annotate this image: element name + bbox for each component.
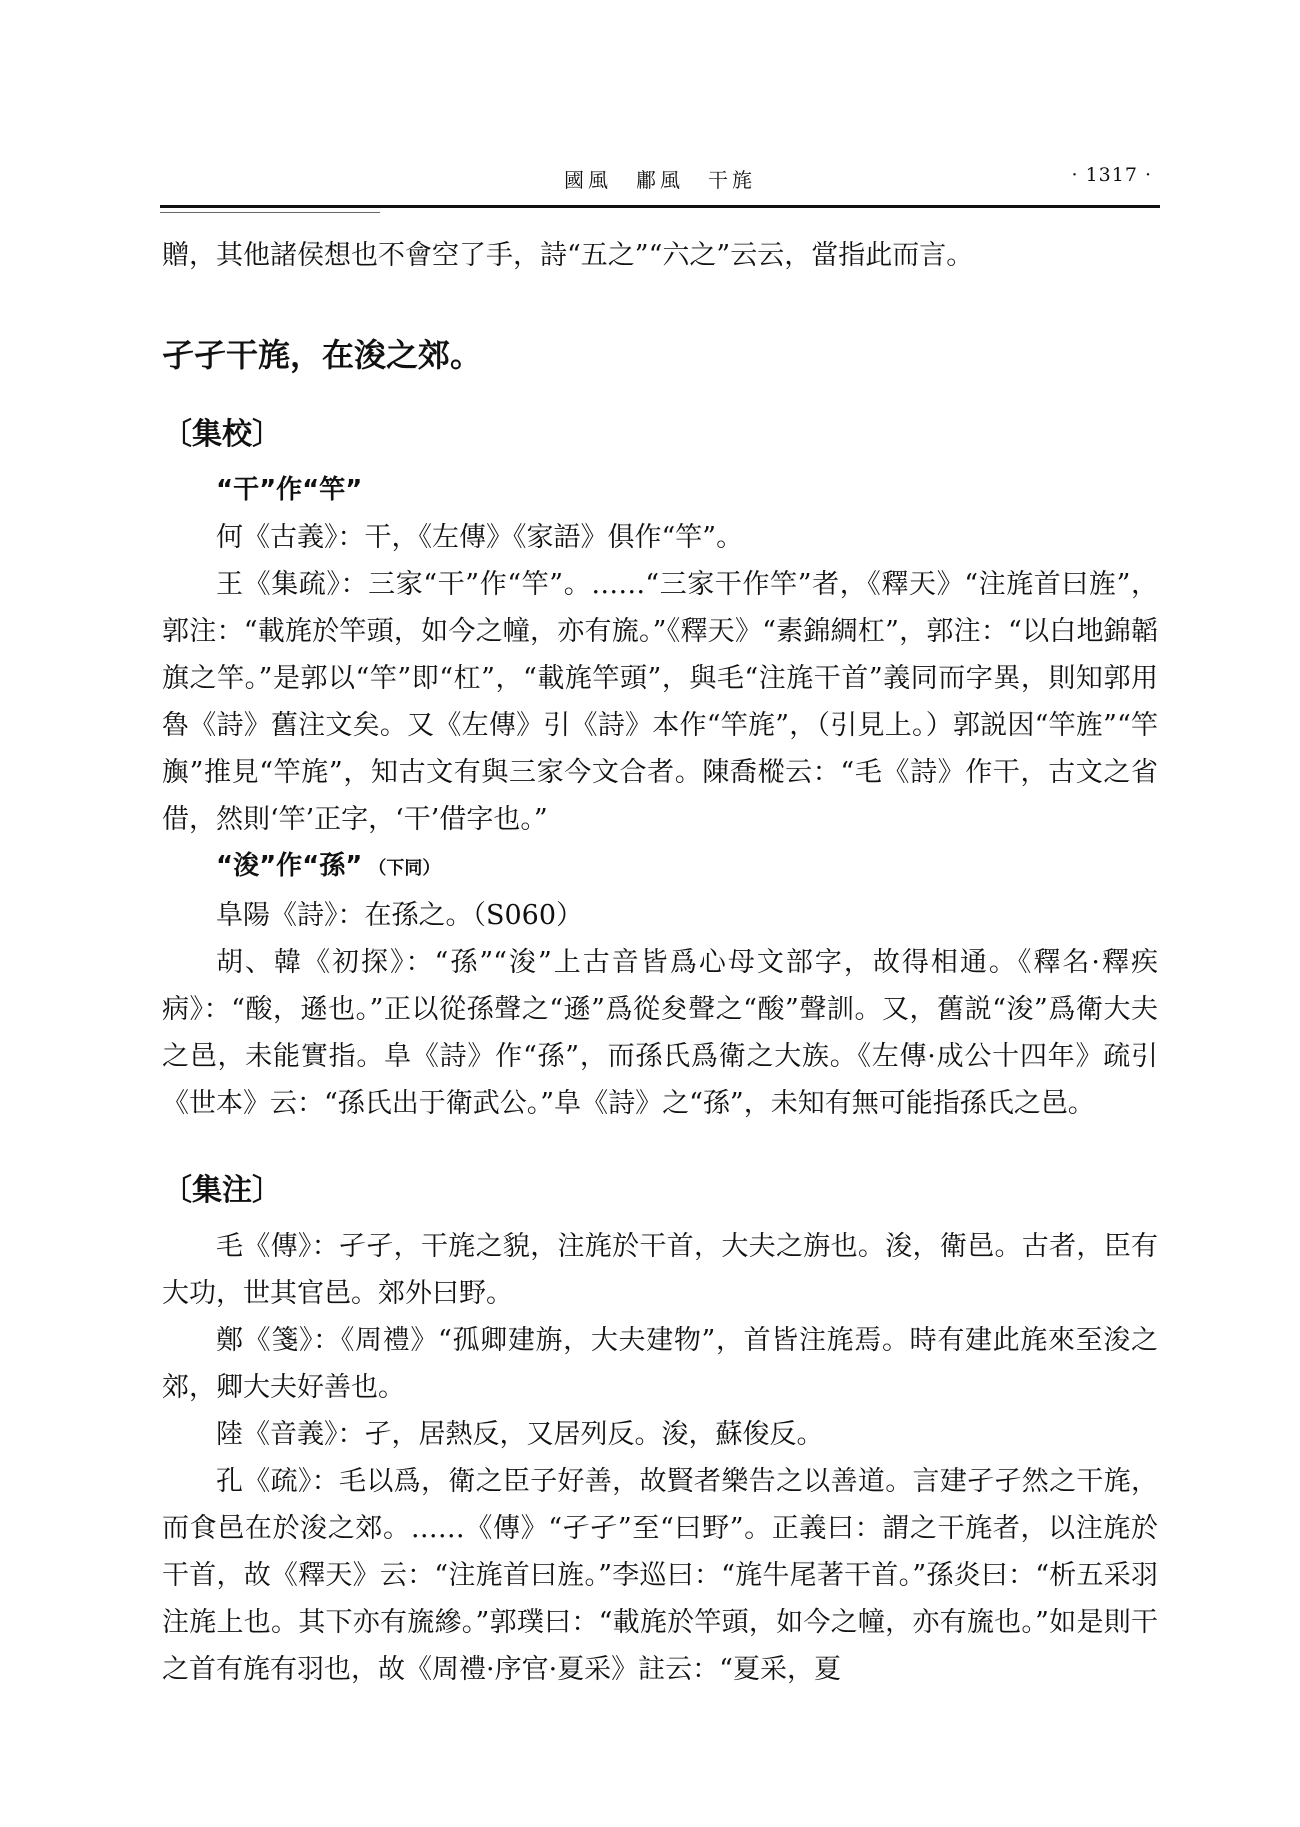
section-heading-jijiao: 〔集校〕 (162, 417, 282, 452)
commentary-paragraph: 毛《傳》：孑孑，干旄之貌，注旄於干首，大夫之旃也。浚，衛邑。古者，臣有大功，世其官邑。郊外曰野。 (162, 1231, 1158, 1309)
commentary-paragraph: 鄭《箋》：《周禮》“孤卿建旃，大夫建物”，首皆注旄焉。時有建此旄來至浚之郊，卿大夫好善也。 (162, 1325, 1158, 1403)
commentary-paragraph: 王《集疏》：三家“干”作“竿”。……“三家干作竿”者，《釋天》“注旄首曰旌”，郭注：“載旄於竿頭，如今之幢，亦有旒。”《釋天》“素錦綢杠”，郭注：“以白地錦韜旗之竿。”是郭以“竿”即“杠”，“載旄竿頭”，與毛“注旄干首”義同而字異，則知郭用魯《詩》舊注文矣。又《左傳》引《詩》本作“竿旄”，（引見上。）郭説因“竿旌”“竿旟”推見“竿旄”，知古文有與三家今文合者。陳喬樅云：“毛《詩》作干，古文之省借，然則‘竿’正字，‘干’借字也。” (162, 569, 1158, 835)
section-heading-jizhu: 〔集注〕 (162, 1173, 282, 1208)
variant-heading (162, 843, 1158, 892)
running-title: 國風 鄘風 干旄 (564, 168, 756, 192)
header-rule-underline (160, 212, 380, 213)
continuation-paragraph: 贈，其他諸侯想也不會空了手，詩“五之”“六之”云云，當指此而言。 (162, 240, 974, 271)
commentary-paragraph: 何《古義》：干，《左傳》《家語》俱作“竿”。 (216, 522, 744, 553)
header-rule (160, 205, 1160, 208)
variant-note: （下同） (368, 858, 441, 879)
commentary-paragraph: 孔《疏》：毛以爲，衛之臣子好善，故賢者樂告之以善道。言建孑孑然之干旄，而食邑在於浚之郊。……《傳》“孑孑”至“曰野”。正義曰：謂之干旄者，以注旄於干首，故《釋天》云：“注旄首曰旌。”李巡曰：“旄牛尾著干首。”孫炎曰：“析五采羽注旄上也。其下亦有旒縿。”郭璞曰：“載旄於竿頭，如今之幢，亦有旒也。”如是則干之首有旄有羽也，故《周禮·序官·夏采》註云：“夏采，夏 (162, 1466, 1158, 1685)
page-body (162, 232, 1158, 1693)
page-number: · 1317 · (1071, 164, 1152, 186)
variant-heading (162, 467, 1158, 514)
commentary-paragraph: 陸《音義》：孑，居熱反，又居列反。浚，蘇俊反。 (216, 1419, 824, 1450)
variant-label: “干”作“竿” (216, 475, 363, 505)
commentary-paragraph: 阜陽《詩》：在孫之。（S060） (216, 900, 584, 931)
running-header (160, 158, 1160, 198)
variant-label: “浚”作“孫” (216, 851, 363, 881)
commentary-paragraph: 胡、韓《初探》：“孫”“浚”上古音皆爲心母文部字，故得相通。《釋名·釋疾病》：“酸，遜也。”正以從孫聲之“遜”爲從夋聲之“酸”聲訓。又，舊説“浚”爲衛大夫之邑，未能實指。阜《詩》作“孫”，而孫氏爲衛之大族。《左傳·成公十四年》疏引《世本》云：“孫氏出于衛武公。”阜《詩》之“孫”，未知有無可能指孫氏之邑。 (162, 947, 1158, 1119)
verse-line: 孑孑干旄，在浚之郊。 (162, 336, 483, 374)
